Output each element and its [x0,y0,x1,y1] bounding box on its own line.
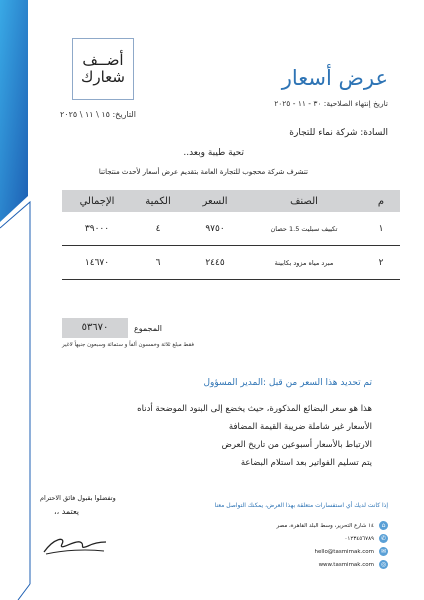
row-number: ١ [362,212,400,246]
contact-address [277,521,388,530]
term-item: يتم تسليم الفواتير بعد استلام البضاعة [240,458,372,468]
contact-phone [344,534,388,543]
row-quantity: ٤ [132,212,184,246]
col-header-item: الصنف [246,190,362,212]
price-table [62,190,400,280]
phone-icon: ✆ [380,535,387,542]
table-row [62,246,400,280]
contact-note: إذا كانت لديك أي استفسارات متعلقة بهذا العرض، يمكنك التواصل معنا [214,502,388,509]
row-item: تكييف سبليت 1.5 حصان [246,212,362,246]
address-text: ١٤ شارع التحرير، وسط البلد القاهرة، مصر [276,522,374,529]
contact-email[interactable] [315,547,388,556]
location-icon: ⌂ [379,521,388,530]
table-row [62,212,400,246]
row-number: ٢ [362,246,400,280]
pricing-authority: تم تحديد هذا السعر من قبل :المدير المسؤول [203,378,372,388]
col-header-price: السعر [184,190,246,212]
website-text[interactable]: www.tasmimak.com [318,561,374,568]
email-text[interactable]: hello@tasmimak.com [314,548,374,555]
col-header-total: الإجمالي [62,190,132,212]
row-total: ١٤٦٧٠ [62,246,132,280]
document-title: عرض أسعار [281,66,388,90]
row-price: ٩٧٥٠ [184,212,246,246]
email-icon: ✉ [380,548,387,555]
phone-text: ٠١٢٣٤٥٦٧٨٩ [344,535,374,542]
row-price: ٢٤٤٥ [184,246,246,280]
col-header-quantity: الكمية [132,190,184,212]
left-decoration [0,0,60,600]
globe-icon: ◎ [380,561,387,568]
logo-text-line2: شعارك [81,68,125,86]
intro-text: تتشرف شركة محجوب للتجارة العامة بتقديم عرض أسعار لأحدث منتجاتنا [98,168,308,176]
logo-placeholder [72,38,134,100]
term-item: الارتباط بالأسعار أسبوعين من تاريخ العرض [221,440,372,450]
total-label: المجموع [134,324,162,333]
expiry-date: تاريخ إنتهاء الصلاحية: ٣٠ - ١١ - ٢٠٢٥ [274,99,388,108]
row-total: ٣٩٠٠٠ [62,212,132,246]
total-value: ٥٣٦٧٠ [62,318,128,338]
term-item: هذا هو سعر البضائع المذكورة، حيث يخضع إلى البنود الموضحة أدناه [137,404,372,414]
row-quantity: ٦ [132,246,184,280]
term-item: الأسعار غير شاملة ضريبة القيمة المضافة [228,422,372,432]
recipient: السادة: شركة نماء للتجارة [289,128,388,138]
table-header-row [62,190,400,212]
signature [40,530,110,558]
total-in-words: فقط مبلغ ثلاثة وخمسون ألفاً و ستمائة وسبعون جنيهاً لاغير [62,342,195,348]
logo-text-line1: أضــف [82,51,124,69]
greeting: تحية طيبة وبعد.. [183,148,244,158]
issue-date: التاريخ: ١٥ \ ١١ \ ٢٠٢٥ [60,110,136,119]
row-item: مبرد مياه مزود بكابينة [246,246,362,280]
contact-website[interactable] [319,560,388,569]
col-header-number: م [362,190,400,212]
closing-text: وتفضلوا بقبول فائق الاحترام [40,494,116,502]
approval-text: يعتمد ،، [54,507,80,516]
